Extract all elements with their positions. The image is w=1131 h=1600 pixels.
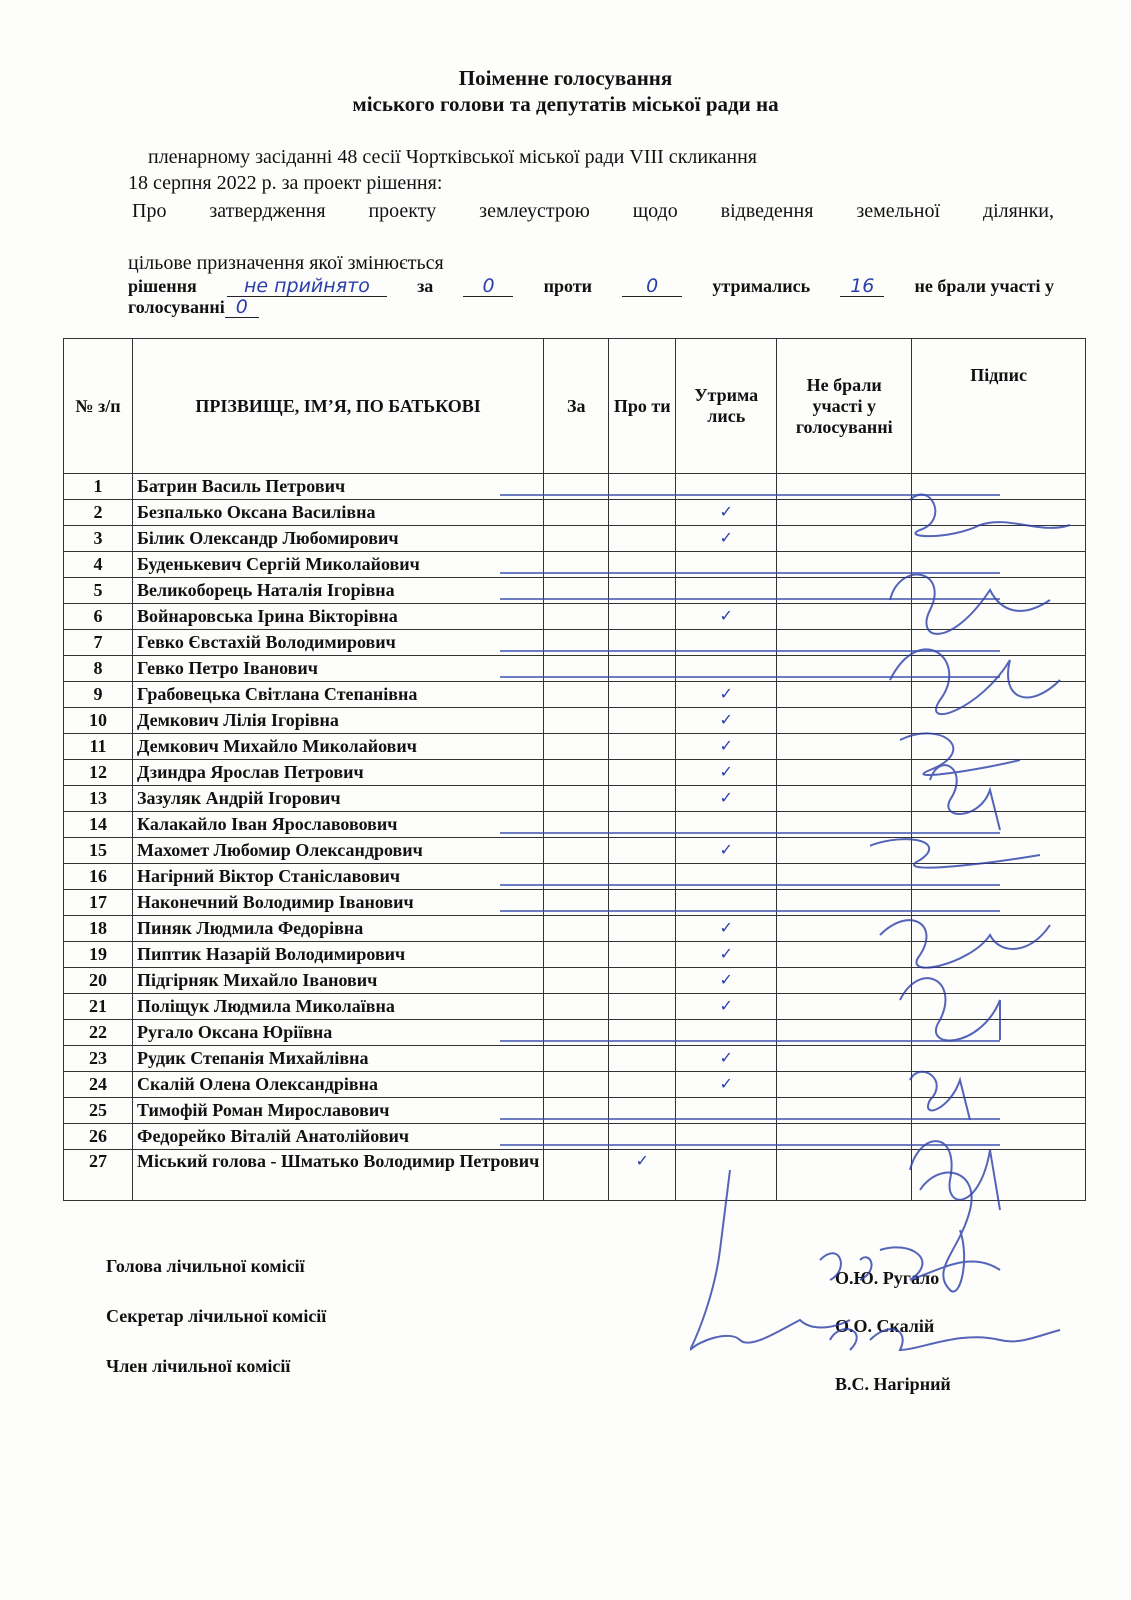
signature-6 [870, 839, 1040, 868]
no-vote-dash-line [500, 884, 1000, 886]
vote-abstain-cell [676, 604, 777, 630]
check-mark-icon: ✓ [719, 840, 733, 859]
vote-abstain-cell [676, 786, 777, 812]
vote-against-cell [609, 1098, 676, 1124]
absent-label-continued: голосуванні [128, 297, 225, 317]
vote-for-cell [544, 552, 609, 578]
against-label: проти [543, 276, 593, 296]
deputy-name: Пиняк Людмила Федорівна [133, 916, 544, 942]
vote-for-cell [544, 1020, 609, 1046]
deputy-name: Безпалько Оксана Василівна [133, 500, 544, 526]
signature-7 [880, 920, 1050, 967]
check-mark-icon: ✓ [719, 918, 733, 937]
deputy-name: Махомет Любомир Олександрович [133, 838, 544, 864]
row-number: 12 [64, 760, 133, 786]
deputy-name: Рудик Степанія Михайлівна [133, 1046, 544, 1072]
vote-abstain-cell [676, 864, 777, 890]
row-number: 14 [64, 812, 133, 838]
check-mark-icon: ✓ [719, 710, 733, 729]
vote-for-cell [544, 500, 609, 526]
row-number: 25 [64, 1098, 133, 1124]
member-name: В.С. Нагірний [835, 1374, 951, 1394]
vote-for-cell [544, 994, 609, 1020]
row-number: 15 [64, 838, 133, 864]
vote-for-cell [544, 942, 609, 968]
member-signature [830, 1329, 1060, 1350]
deputy-name: Калакайло Іван Ярославовович [133, 812, 544, 838]
intro-line-1: пленарному засіданні 48 сесії Чортківської міської ради VIII скликання [148, 146, 757, 168]
no-vote-dash-line [500, 650, 1000, 652]
vote-for-cell [544, 786, 609, 812]
deputy-name: Грабовецька Світлана Степанівна [133, 682, 544, 708]
vote-for-cell [544, 890, 609, 916]
row-number: 5 [64, 578, 133, 604]
vote-for-cell [544, 1150, 609, 1201]
check-mark-icon: ✓ [719, 970, 733, 989]
vote-against-cell [609, 760, 676, 786]
vote-against-cell [609, 604, 676, 630]
signature-3 [890, 649, 1060, 714]
row-number: 7 [64, 630, 133, 656]
check-mark-icon: ✓ [719, 1074, 733, 1093]
deputy-name: Наконечний Володимир Іванович [133, 890, 544, 916]
check-mark-icon: ✓ [719, 788, 733, 807]
no-vote-dash-line [500, 494, 1000, 496]
check-mark-icon: ✓ [719, 996, 733, 1015]
header-num: № з/п [64, 339, 133, 474]
vote-for-cell [544, 630, 609, 656]
decision-value: не прийнято [227, 276, 387, 297]
signature-4 [900, 733, 1020, 775]
row-number: 9 [64, 682, 133, 708]
vote-against-cell [609, 786, 676, 812]
row-number: 1 [64, 474, 133, 500]
header-abstain: Утрима лись [676, 339, 777, 474]
row-number: 8 [64, 656, 133, 682]
no-vote-dash-line [500, 910, 1000, 912]
absent-label: не брали участі у [914, 276, 1054, 296]
vote-for-cell [544, 1046, 609, 1072]
vote-against-cell [609, 656, 676, 682]
header-absent: Не брали участі у голосуванні [777, 339, 912, 474]
vote-abstain-cell [676, 812, 777, 838]
deputy-name: Великоборець Наталія Ігорівна [133, 578, 544, 604]
vote-for-cell [544, 656, 609, 682]
vote-abstain-cell [676, 838, 777, 864]
absent-value: 0 [225, 297, 259, 318]
table-header-row [64, 339, 1086, 474]
check-mark-icon: ✓ [719, 736, 733, 755]
vote-for-cell [544, 734, 609, 760]
intro-line-2: 18 серпня 2022 р. за проект рішення: [128, 172, 443, 194]
row-number: 3 [64, 526, 133, 552]
vote-for-cell [544, 812, 609, 838]
deputy-name: Ругало Оксана Юріївна [133, 1020, 544, 1046]
vote-against-cell [609, 942, 676, 968]
vote-abstain-cell [676, 1072, 777, 1098]
row-number: 6 [64, 604, 133, 630]
vote-abstain-cell [676, 942, 777, 968]
no-vote-dash-line [500, 676, 1000, 678]
intro-line-4: цільове призначення якої змінюється [128, 252, 444, 274]
row-number: 18 [64, 916, 133, 942]
document-subtitle: міського голови та депутатів міської ради на [352, 92, 779, 116]
secretary-name: О.О. Скалій [835, 1316, 935, 1336]
no-vote-dash-line [500, 832, 1000, 834]
vote-for-cell [544, 474, 609, 500]
deputy-name: Міський голова - Шматько Володимир Петрович [133, 1150, 544, 1201]
for-value: 0 [463, 276, 513, 297]
vote-against-cell [609, 630, 676, 656]
vote-abstain-cell [676, 734, 777, 760]
vote-against-cell [609, 838, 676, 864]
vote-abstain-cell [676, 682, 777, 708]
vote-abstain-cell [676, 630, 777, 656]
signature-9 [910, 1072, 970, 1120]
header-name: ПРІЗВИЩЕ, ІМ’Я, ПО БАТЬКОВІ [133, 339, 544, 474]
deputy-name: Демкович Михайло Миколайович [133, 734, 544, 760]
vote-against-cell [609, 890, 676, 916]
commission-signatures [690, 1170, 1090, 1400]
row-number: 11 [64, 734, 133, 760]
vote-for-cell [544, 968, 609, 994]
check-mark-icon: ✓ [719, 1048, 733, 1067]
vote-against-cell [609, 968, 676, 994]
vote-against-cell [609, 526, 676, 552]
signature-scribbles [870, 480, 1080, 1220]
against-value: 0 [622, 276, 682, 297]
vote-against-cell [609, 578, 676, 604]
no-vote-dash-line [500, 1040, 1000, 1042]
vote-against-cell [609, 552, 676, 578]
deputy-name: Буденькевич Сергій Миколайович [133, 552, 544, 578]
vote-abstain-cell [676, 890, 777, 916]
vote-for-cell [544, 838, 609, 864]
vote-against-cell [609, 994, 676, 1020]
vote-for-cell [544, 760, 609, 786]
deputy-name: Поліщук Людмила Миколаївна [133, 994, 544, 1020]
row-number: 21 [64, 994, 133, 1020]
deputy-name: Зазуляк Андрій Ігорович [133, 786, 544, 812]
vote-against-cell [609, 1150, 676, 1201]
vote-abstain-cell [676, 1098, 777, 1124]
vote-for-cell [544, 1124, 609, 1150]
row-number: 2 [64, 500, 133, 526]
vote-against-cell [609, 1124, 676, 1150]
vote-for-cell [544, 864, 609, 890]
deputy-name: Войнаровська Ірина Вікторівна [133, 604, 544, 630]
abstain-label: утримались [712, 276, 811, 296]
vote-abstain-cell [676, 1046, 777, 1072]
check-mark-icon: ✓ [719, 606, 733, 625]
vote-abstain-cell [676, 474, 777, 500]
deputy-name: Демкович Лілія Ігорівна [133, 708, 544, 734]
row-number: 16 [64, 864, 133, 890]
vote-abstain-cell [676, 526, 777, 552]
vote-for-cell [544, 1072, 609, 1098]
for-label: за [417, 276, 434, 296]
check-mark-icon: ✓ [719, 762, 733, 781]
vote-result-summary [128, 276, 1054, 318]
row-number: 24 [64, 1072, 133, 1098]
no-vote-dash-line [500, 1118, 1000, 1120]
deputy-name: Нагірний Віктор Станіславович [133, 864, 544, 890]
deputy-name: Підгірняк Михайло Іванович [133, 968, 544, 994]
row-number: 17 [64, 890, 133, 916]
vote-abstain-cell [676, 708, 777, 734]
vote-for-cell [544, 682, 609, 708]
row-number: 27 [64, 1150, 133, 1201]
vote-against-cell [609, 682, 676, 708]
deputy-name: Федорейко Віталій Анатолійович [133, 1124, 544, 1150]
signature-2 [890, 575, 1050, 634]
signature-8 [900, 978, 1000, 1040]
vote-for-cell [544, 1098, 609, 1124]
deputy-name: Гевко Євстахій Володимирович [133, 630, 544, 656]
signature-1 [910, 494, 1070, 536]
vote-abstain-cell [676, 968, 777, 994]
deputy-name: Гевко Петро Іванович [133, 656, 544, 682]
abstain-value: 16 [840, 276, 884, 297]
vote-against-cell [609, 812, 676, 838]
vote-against-cell [609, 708, 676, 734]
vote-against-cell [609, 1046, 676, 1072]
chair-name: О.Ю. Ругало [835, 1268, 940, 1288]
vote-abstain-cell [676, 552, 777, 578]
row-number: 19 [64, 942, 133, 968]
vote-abstain-cell [676, 916, 777, 942]
vote-for-cell [544, 526, 609, 552]
intro-line-3: Про затвердження проекту землеустрою щодо відведення земельної ділянки, [132, 200, 1054, 222]
check-mark-icon: ✓ [719, 944, 733, 963]
vote-abstain-cell [676, 994, 777, 1020]
row-number: 13 [64, 786, 133, 812]
header-for: За [544, 339, 609, 474]
vote-against-cell [609, 1020, 676, 1046]
vote-against-cell [609, 1072, 676, 1098]
vote-for-cell [544, 604, 609, 630]
vote-abstain-cell [676, 1020, 777, 1046]
header-signature: Підпис [912, 339, 1086, 474]
deputy-name: Пиптик Назарій Володимирович [133, 942, 544, 968]
vote-against-cell [609, 474, 676, 500]
vote-for-cell [544, 578, 609, 604]
check-mark-icon: ✓ [719, 684, 733, 703]
secretary-label: Секретар лічильної комісії [106, 1306, 327, 1326]
row-number: 20 [64, 968, 133, 994]
secretary-signature [690, 1170, 850, 1350]
deputy-name: Тимофій Роман Мирославович [133, 1098, 544, 1124]
vote-for-cell [544, 708, 609, 734]
no-vote-dash-line [500, 572, 1000, 574]
header-against: Про ти [609, 339, 676, 474]
row-number: 10 [64, 708, 133, 734]
no-vote-dash-line [500, 598, 1000, 600]
vote-abstain-cell [676, 1124, 777, 1150]
chair-signature [820, 1247, 1000, 1280]
vote-against-cell [609, 734, 676, 760]
vote-for-cell [544, 916, 609, 942]
row-number: 26 [64, 1124, 133, 1150]
vote-against-cell [609, 864, 676, 890]
vote-against-cell [609, 500, 676, 526]
decision-label: рішення [128, 276, 197, 296]
check-mark-icon: ✓ [635, 1151, 649, 1170]
deputy-name: Батрин Василь Петрович [133, 474, 544, 500]
vote-abstain-cell [676, 500, 777, 526]
document-title: Поіменне голосування [458, 66, 673, 90]
chair-label: Голова лічильної комісії [106, 1256, 305, 1276]
deputy-name: Скалій Олена Олександрівна [133, 1072, 544, 1098]
vote-against-cell [609, 916, 676, 942]
member-label: Член лічильної комісії [106, 1356, 291, 1376]
row-number: 4 [64, 552, 133, 578]
deputy-name: Дзиндра Ярослав Петрович [133, 760, 544, 786]
check-mark-icon: ✓ [719, 502, 733, 521]
vote-abstain-cell [676, 656, 777, 682]
row-number: 22 [64, 1020, 133, 1046]
row-number: 23 [64, 1046, 133, 1072]
vote-abstain-cell [676, 578, 777, 604]
vote-abstain-cell [676, 760, 777, 786]
no-vote-dash-line [500, 1144, 1000, 1146]
deputy-name: Білик Олександр Любомирович [133, 526, 544, 552]
check-mark-icon: ✓ [719, 528, 733, 547]
